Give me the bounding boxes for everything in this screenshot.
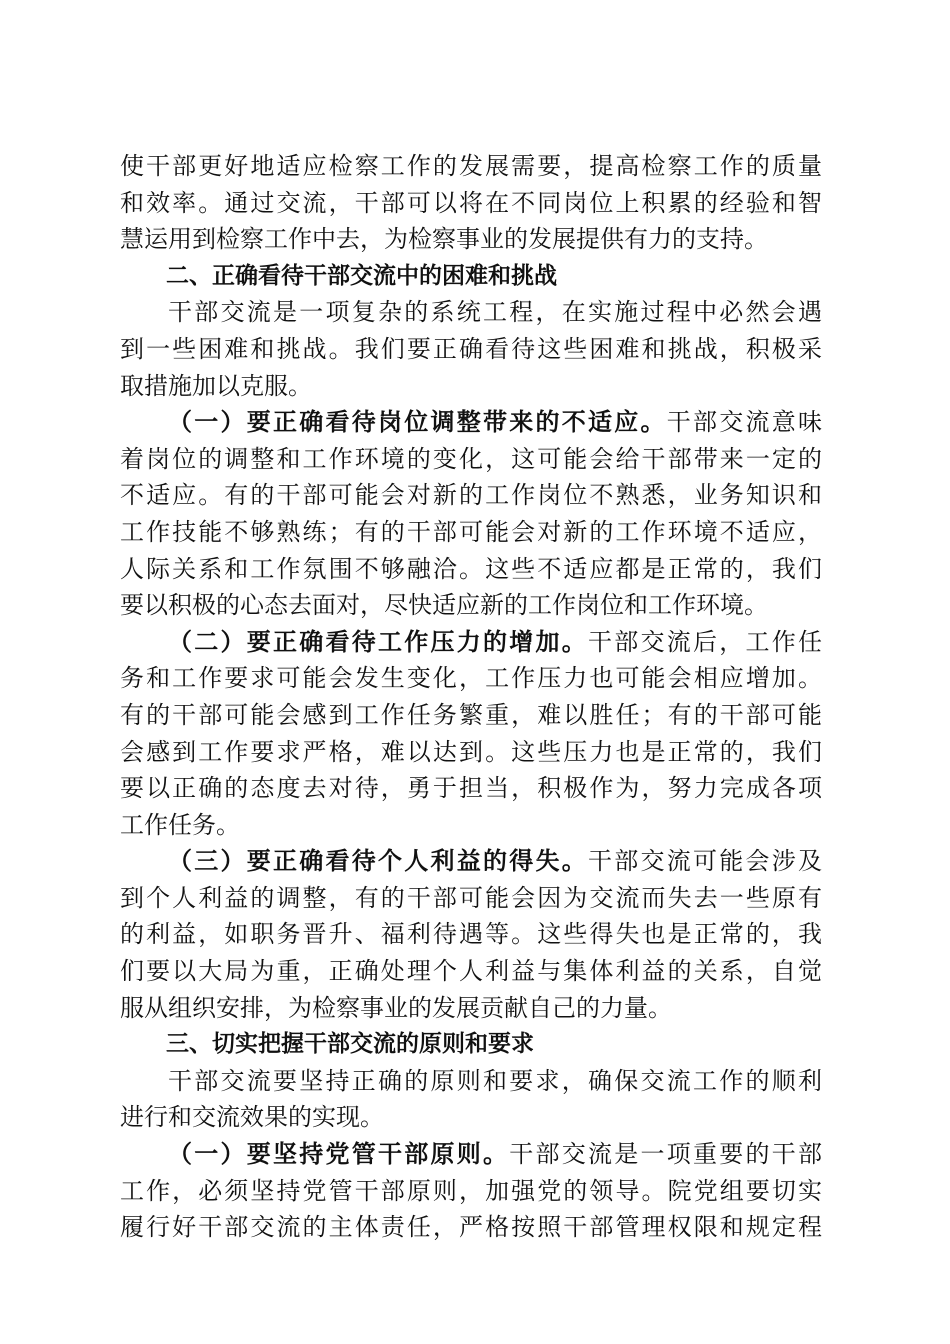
paragraph-line: 进行和交流效果的实现。 [120,1103,384,1132]
paragraph-line: 要以积极的心态去面对，尽快适应新的工作岗位和工作环境。 [120,591,768,620]
subsection-first-line [120,404,822,441]
paragraph-line: 使干部更好地适应检察工作的发展需要，提高检察工作的质量 [120,152,822,180]
section-heading-3: 三、切实把握干部交流的原则和要求 [166,1031,534,1058]
paragraph-line: 干部交流是一项复杂的系统工程，在实施过程中必然会遇 [168,298,822,327]
paragraph-line: 着岗位的调整和工作环境的变化，这可能会给干部带来一定的 [120,444,822,473]
paragraph-line: 不适应。有的干部可能会对新的工作岗位不熟悉，业务知识和 [120,481,822,510]
paragraph-text: 干部交流是一项重要的干部 [509,1140,822,1169]
paragraph-line: 要以正确的态度去对待，勇于担当，积极作为，努力完成各项 [120,774,822,803]
subsection-lead: （三）要正确看待个人利益的得失。 [168,847,588,876]
paragraph-line: 工作，必须坚持党管干部原则，加强党的领导。院党组要切实 [120,1176,822,1205]
paragraph-line: 履行好干部交流的主体责任，严格按照干部管理权限和规定程 [120,1213,822,1242]
subsection-lead: （一）要坚持党管干部原则。 [168,1140,510,1169]
paragraph-line: 取措施加以克服。 [120,371,312,400]
paragraph-line: 到个人利益的调整，有的干部可能会因为交流而失去一些原有 [120,883,822,912]
paragraph-line: 工作技能不够熟练；有的干部可能会对新的工作环境不适应， [120,517,822,546]
paragraph-line: 服从组织安排，为检察事业的发展贡献自己的力量。 [120,993,672,1022]
paragraph-line: 会感到工作要求严格，难以达到。这些压力也是正常的，我们 [120,737,822,766]
paragraph-line: 工作任务。 [120,810,240,839]
paragraph-line: 和效率。通过交流，干部可以将在不同岗位上积累的经验和智 [120,188,822,217]
paragraph-line: 们要以大局为重，正确处理个人利益与集体利益的关系，自觉 [120,957,822,986]
section-heading-2: 二、正确看待干部交流中的困难和挑战 [166,262,557,289]
subsection-first-line [120,624,822,661]
subsection-lead: （一）要正确看待岗位调整带来的不适应。 [168,408,667,437]
subsection-lead: （二）要正确看待工作压力的增加。 [168,627,588,656]
subsection-first-line [120,843,822,880]
paragraph-line: 的利益，如职务晋升、福利待遇等。这些得失也是正常的，我 [120,920,822,949]
paragraph-text: 干部交流意味 [666,408,822,437]
paragraph-line: 干部交流要坚持正确的原则和要求，确保交流工作的顺利 [168,1066,822,1095]
paragraph-line: 到一些困难和挑战。我们要正确看待这些困难和挑战，积极采 [120,334,822,363]
paragraph-line: 务和工作要求可能会发生变化，工作压力也可能会相应增加。 [120,664,822,693]
paragraph-line: 人际关系和工作氛围不够融洽。这些不适应都是正常的，我们 [120,554,822,583]
paragraph-line: 慧运用到检察工作中去，为检察事业的发展提供有力的支持。 [120,225,768,254]
subsection-first-line [120,1136,822,1173]
paragraph-text: 干部交流可能会涉及 [588,847,822,876]
paragraph-text: 干部交流后，工作任 [588,627,822,656]
paragraph-line: 有的干部可能会感到工作任务繁重，难以胜任；有的干部可能 [120,700,822,729]
